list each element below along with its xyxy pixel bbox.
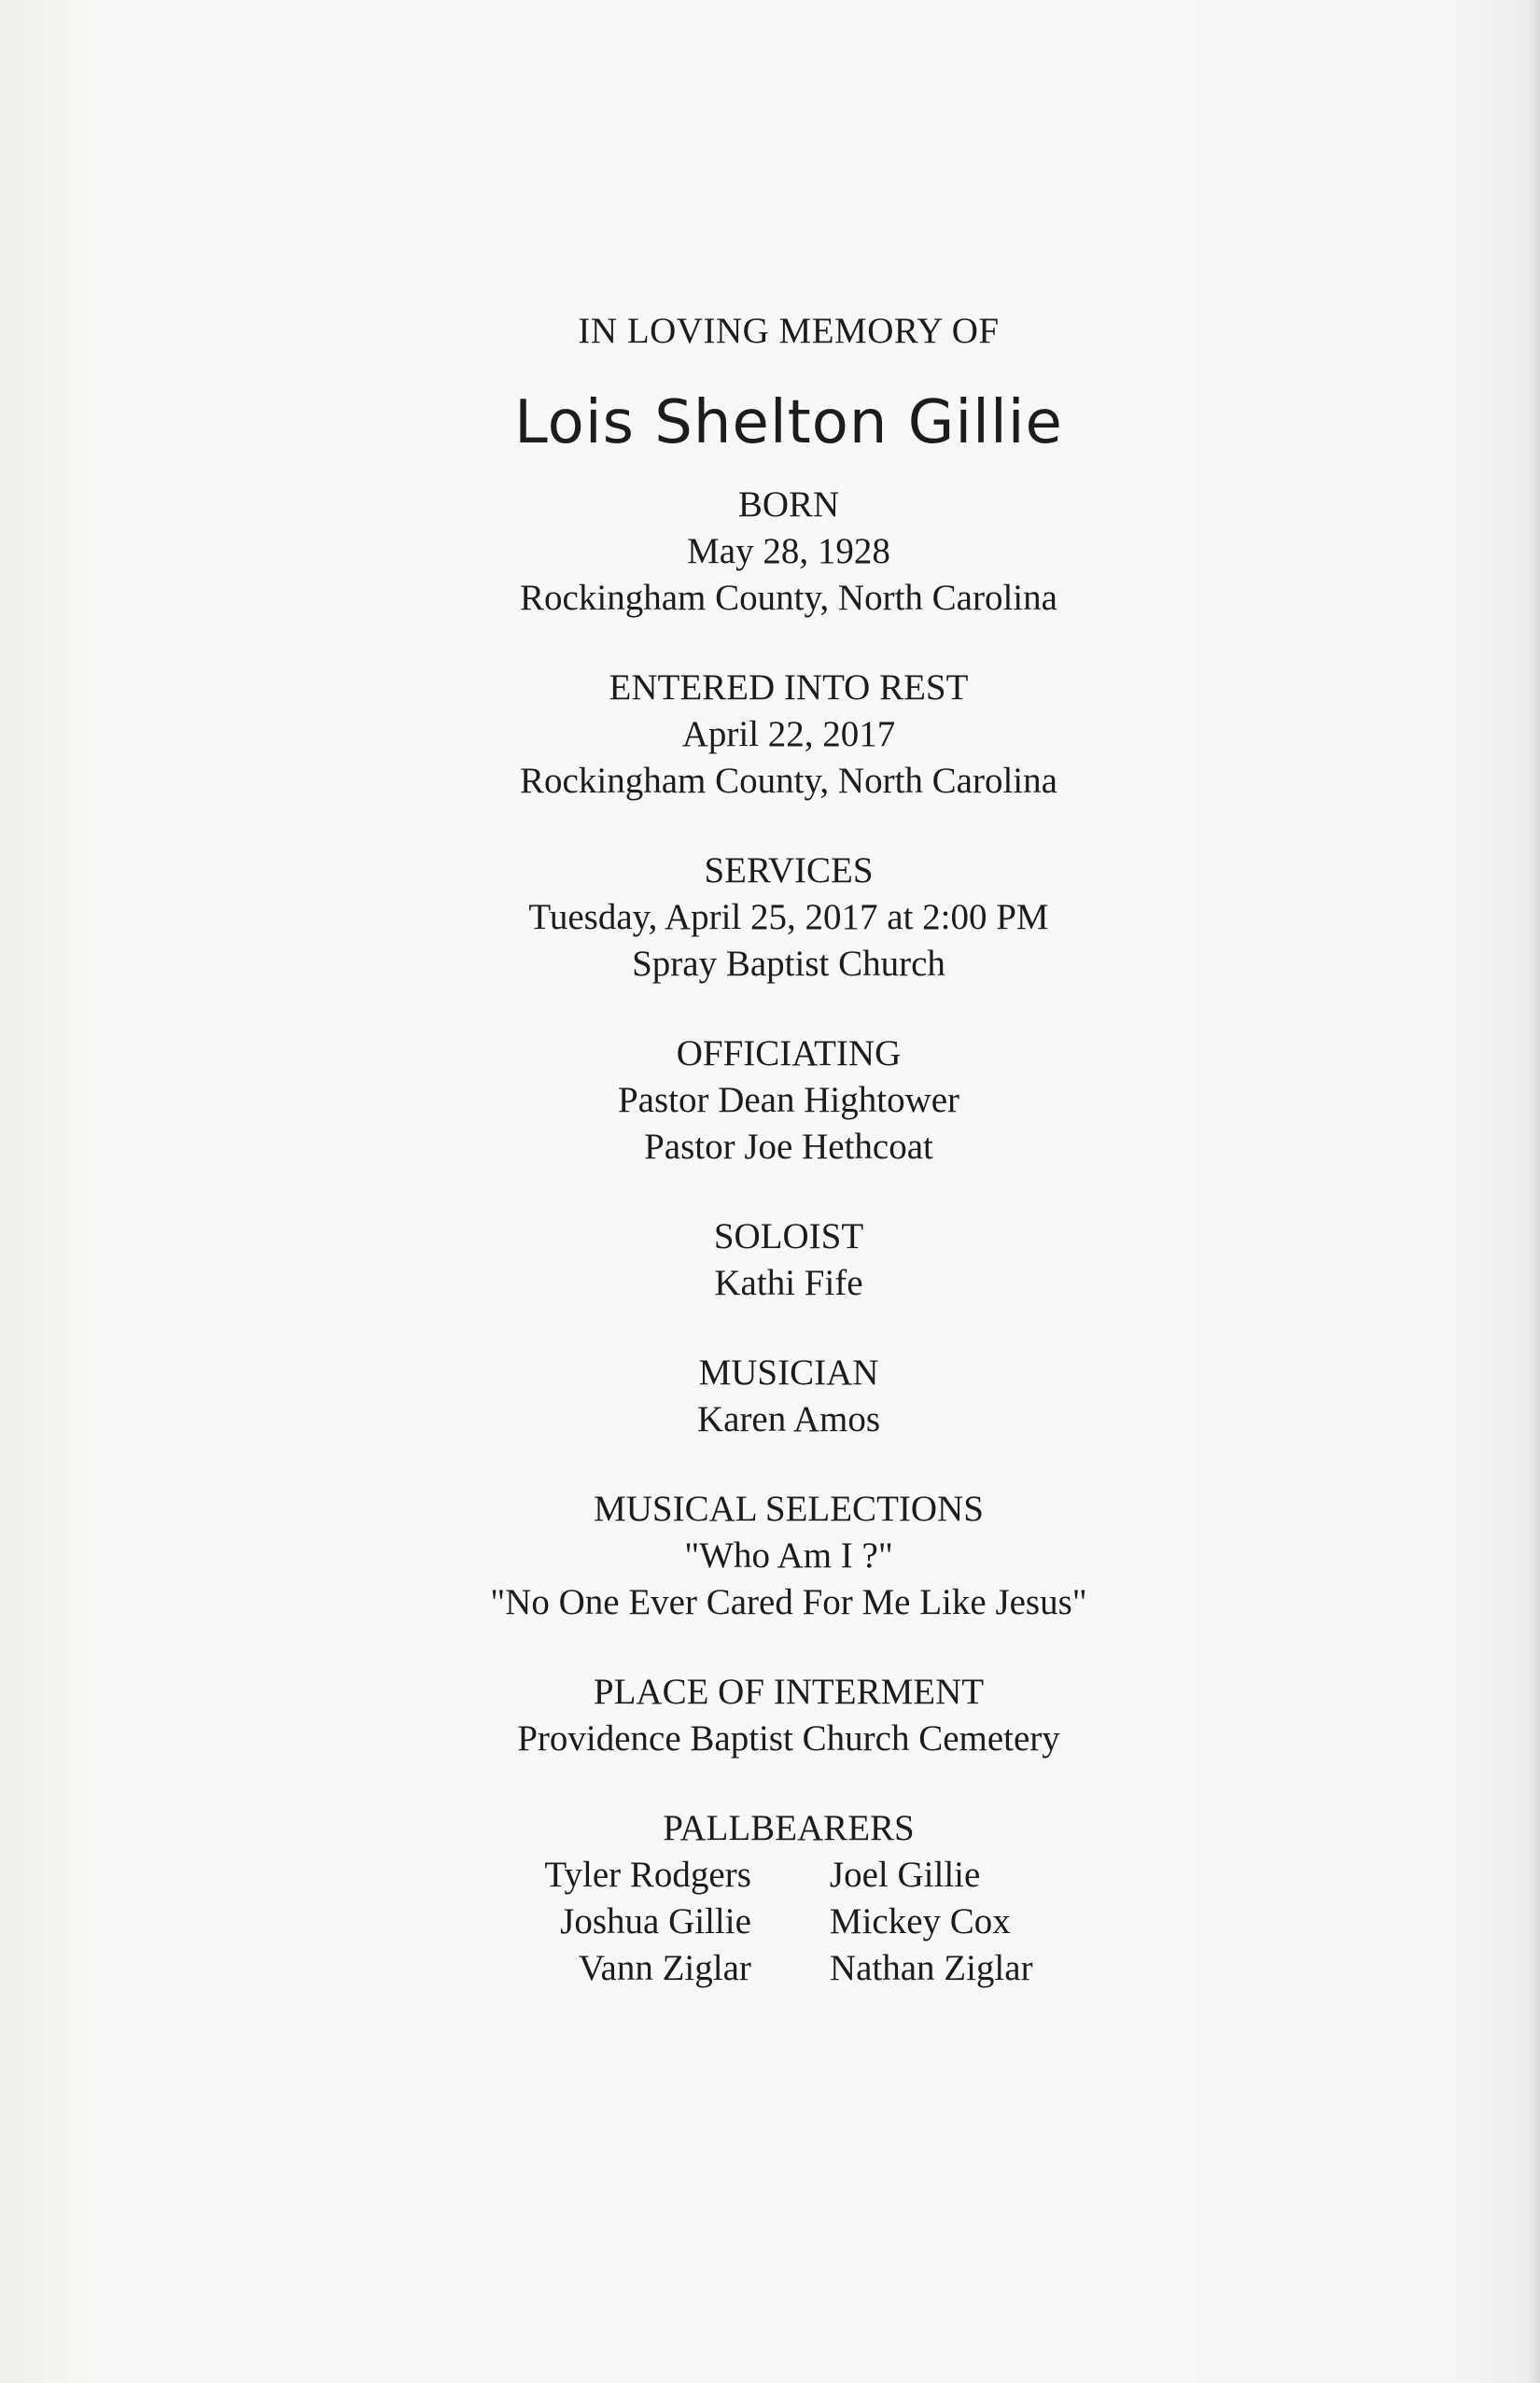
- section-title: ENTERED INTO REST: [609, 667, 969, 708]
- pallbearer-name: Tyler Rodgers: [544, 1855, 751, 1895]
- section-line: Tuesday, April 25, 2017 at 2:00 PM: [528, 897, 1049, 937]
- pallbearer-name: Joshua Gillie: [560, 1901, 751, 1941]
- section-pallbearers: [0, 1805, 1540, 1992]
- pallbearers-right-column: [830, 1852, 1033, 1992]
- pallbearers-list: [0, 1852, 1540, 1992]
- section-line: Rockingham County, North Carolina: [520, 578, 1057, 618]
- section-line: Kathi Fife: [714, 1263, 863, 1303]
- program-content: [0, 308, 1540, 2035]
- section-musical-selections: [0, 1486, 1540, 1626]
- section-title: OFFICIATING: [676, 1033, 902, 1073]
- section-title: MUSICAL SELECTIONS: [594, 1489, 984, 1529]
- section-line: Pastor Dean Hightower: [617, 1080, 960, 1120]
- deceased-name: Lois Shelton Gillie: [514, 388, 1063, 457]
- section-title: MUSICIAN: [698, 1353, 879, 1393]
- section-entered-into-rest: [0, 665, 1540, 805]
- section-place-of-interment: [0, 1669, 1540, 1762]
- pallbearers-left-column: [544, 1852, 750, 1992]
- section-title: BORN: [737, 484, 840, 525]
- section-title: PLACE OF INTERMENT: [593, 1672, 985, 1712]
- section-services: [0, 848, 1540, 988]
- section-line: Providence Baptist Church Cemetery: [517, 1718, 1060, 1759]
- pallbearer-name: Mickey Cox: [829, 1901, 1011, 1941]
- section-line: "Who Am I ?": [684, 1535, 893, 1576]
- section-line: Karen Amos: [696, 1399, 881, 1439]
- pallbearer-name: Nathan Ziglar: [829, 1948, 1033, 1988]
- memorial-header: IN LOVING MEMORY OF: [578, 311, 1000, 351]
- section-line: Rockingham County, North Carolina: [520, 761, 1057, 801]
- section-line: April 22, 2017: [681, 714, 896, 754]
- section-line: May 28, 1928: [687, 531, 890, 571]
- section-musician: [0, 1350, 1540, 1443]
- section-soloist: [0, 1213, 1540, 1307]
- section-line: "No One Ever Cared For Me Like Jesus": [490, 1582, 1087, 1622]
- section-officiating: [0, 1030, 1540, 1170]
- section-line: Pastor Joe Hethcoat: [644, 1127, 933, 1167]
- section-line: Spray Baptist Church: [632, 944, 945, 984]
- section-title: PALLBEARERS: [663, 1808, 915, 1848]
- section-title: SOLOIST: [713, 1216, 864, 1256]
- section-title: SERVICES: [704, 850, 874, 890]
- section-born: [0, 482, 1540, 622]
- pallbearer-name: Vann Ziglar: [578, 1948, 751, 1988]
- pallbearer-name: Joel Gillie: [829, 1855, 981, 1895]
